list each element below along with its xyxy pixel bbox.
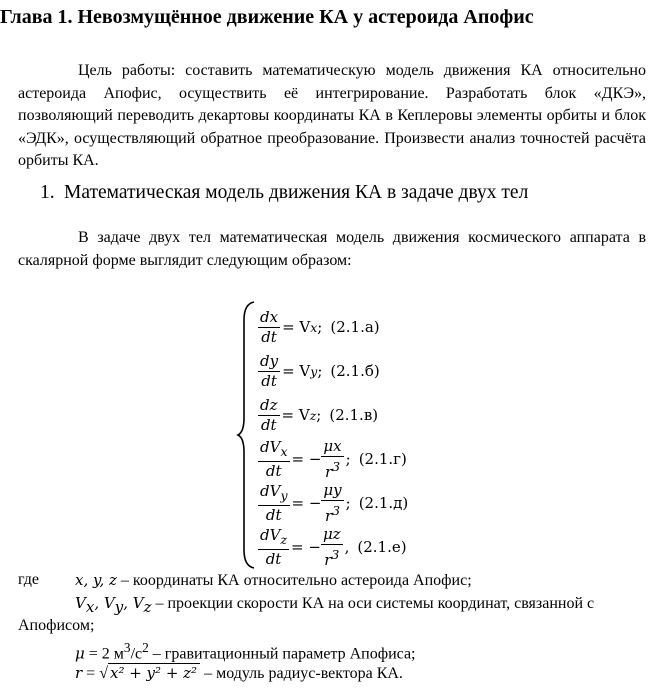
- equation-fraction: $\frac{\mu y}{r^3}$: [323, 480, 342, 525]
- equation-number: (2.1.г): [358, 450, 407, 468]
- equation-fraction: $\frac{\mu x}{r^3}$: [323, 436, 342, 481]
- equation-2: $\frac{dy}{dt}$ = V y ; (2.1.б): [260, 351, 380, 390]
- definition-velocity: $V_x$, $V_y$, $V_z$ – проекции скорости КА на оси системы координат, связанной с: [75, 594, 595, 617]
- definition-velocity-continued: Апофисом;: [18, 617, 95, 634]
- equation-fraction: $\frac{\mu z}{r^3}$: [322, 524, 341, 569]
- equation-number: (2.1.д): [358, 494, 409, 512]
- intro-paragraph: Цель работы: составить математическую модель движения КА относительно астероида Апофис, осуществить её интегрирование. Разработать блок «ДКЭ», позволяющий переводить декартовы координаты КА в Кеплеровы элементы орбиты и блок «ЭДК», осуществляющий обратное преобразование. Произвести анализ точностей расчёта орбиты КА.: [18, 62, 646, 169]
- definition-where-label: где: [18, 571, 40, 588]
- equation-fraction: $\frac{dy}{dt}$: [260, 351, 279, 390]
- section-number: 1.: [40, 182, 55, 203]
- equation-fraction: $\frac{dx}{dt}$: [260, 307, 279, 346]
- equation-number: (2.1.а): [330, 318, 380, 336]
- definition-coordinates: x, y, z – координаты КА относительно астероида Апофис;: [75, 571, 472, 589]
- equation-fraction: $\frac{dV_y}{dt}$: [260, 481, 288, 524]
- equation-3: $\frac{dz}{dt}$ = V z ; (2.1.в): [260, 395, 379, 434]
- equation-number: (2.1.в): [329, 406, 379, 424]
- definition-radius: r = √ x² + y² + z² – модуль радиус-вектора КА.: [75, 664, 403, 682]
- definition-mu: μ = 2 $м^3/с^2$ – гравитационный параметр Апофиса;: [75, 640, 416, 663]
- equation-fraction: $\frac{dV_z}{dt}$: [260, 525, 288, 568]
- equation-4: $\frac{dV_x}{dt}$ = − $\frac{\mu x}{r^3}$ ; (2.1.г): [260, 436, 407, 481]
- section-intro-paragraph: В задаче двух тел математическая модель движения космического аппарата в скалярной форме выглядит следующим образом:: [18, 229, 646, 269]
- section-title: Математическая модель движения КА в задаче двух тел: [64, 182, 529, 203]
- equation-6: $\frac{dV_z}{dt}$ = − $\frac{\mu z}{r^3}$ , (2.1.е): [260, 524, 407, 569]
- equation-number: (2.1.б): [330, 362, 380, 380]
- equation-5: $\frac{dV_y}{dt}$ = − $\frac{\mu y}{r^3}$ ; (2.1.д): [260, 480, 409, 525]
- equation-1: $\frac{dx}{dt}$ = V x ; (2.1.а): [260, 307, 380, 346]
- square-root: √ x² + y² + z²: [99, 664, 200, 683]
- equation-number: (2.1.е): [357, 538, 407, 556]
- chapter-title: Глава 1. Невозмущённое движение КА у астероида Апофис: [0, 6, 534, 28]
- equation-system-brace: [236, 300, 258, 570]
- equation-fraction: $\frac{dV_x}{dt}$: [260, 437, 288, 480]
- section-heading: [40, 182, 528, 204]
- equation-fraction: $\frac{dz}{dt}$: [260, 395, 278, 434]
